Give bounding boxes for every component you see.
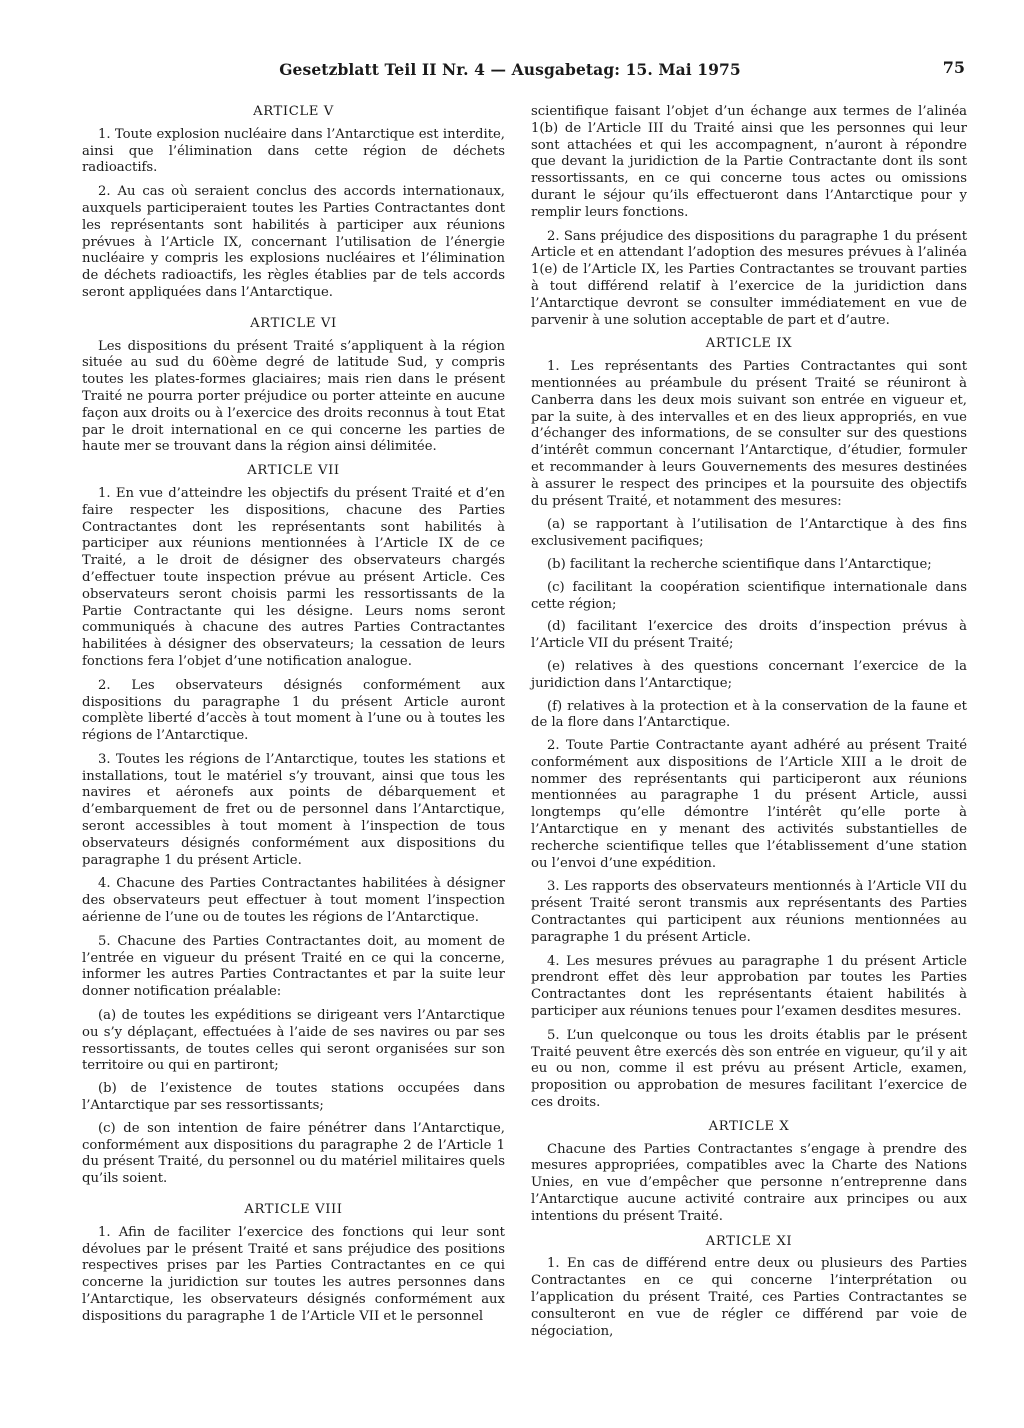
article-vii-item-c: (c) de son intention de faire pénétrer dans l’Antarctique, conformément aux dispositions du paragraphe 2 de l’Article 1 du présent Traité, du personnel ou du matériel militaires quels qu’ils soient.	[82, 1120, 505, 1187]
left-column	[82, 104, 505, 1333]
article-ix-item-b: (b) facilitant la recherche scientifique dans l’Antarctique;	[547, 556, 932, 572]
article-vi-heading: ARTICLE VI	[250, 315, 337, 331]
article-xi-heading: ARTICLE XI	[705, 1233, 793, 1249]
article-ix-item-f: (f) relatives à la protection et à la conservation de la faune et de la flore dans l’Antarctique.	[531, 698, 967, 731]
article-ix-item-e: (e) relatives à des questions concernant l’exercice de la juridiction dans l’Antarctique;	[531, 658, 967, 691]
article-v-paragraph-2: 2. Au cas où seraient conclus des accords internationaux, auxquels participeraient toutes les Parties Contractantes dont les représentants sont habilités à participer aux réunions prévues à l’Article IX, concernant l’utilisation de l’énergie nucléaire y compris les explosions nucléaires et l’élimination de déchets radioactifs, les règles établies par de tels accords seront appliquées dans l’Antarctique.	[82, 184, 505, 300]
article-ix-paragraph-2: 2. Toute Partie Contractante ayant adhéré au présent Traité conformément aux dispositions de l’Article XIII a le droit de nommer des représentants qui participeront aux réunions mentionnées au paragraphe 1 du présent Article, aussi longtemps qu’elle démontre l’intérêt qu’elle porte à l’Antarctique en y menant des activités substantielles de recherche scientifique telles que l’établissement d’une station ou l’envoi d’une expédition.	[531, 738, 967, 871]
article-vii-heading: ARTICLE VII	[247, 463, 340, 479]
article-vii-paragraph-1: 1. En vue d’atteindre les objectifs du présent Traité et d’en faire respecter les dispositions, chacune des Parties Contractantes dont les représentants sont habilités à participer aux réunions mentionnées à l’Article IX de ce Traité, a le droit de désigner des observateurs chargés d’effectuer toute inspection prévue au présent Article. Ces observateurs seront choisis parmi les ressortissants de la Partie Contractante qui les désigne. Leurs noms seront communiqués à chacune des autres Parties Contractantes habilitées à désigner des observateurs; la cessation de leurs fonctions fera l’objet d’une notification analogue.	[82, 485, 505, 669]
article-ix-heading: ARTICLE IX	[705, 336, 793, 352]
article-viii-paragraph-1-continued: scientifique faisant l’objet d’un échange aux termes de l’alinéa 1(b) de l’Article III du Traité ainsi que les personnes qui leur sont attachées et qui les accompagnent, n’auront à répondre que devant la juridiction de la Partie Contractante dont ils sont ressortissants, en ce qui concerne tous actes ou omissions durant le séjour qu’ils effectueront dans l’Antarctique pour y remplir leurs fonctions.	[531, 104, 967, 220]
article-viii-heading: ARTICLE VIII	[244, 1202, 343, 1218]
right-column	[531, 104, 967, 1347]
article-ix-paragraph-3: 3. Les rapports des observateurs mentionnés à l’Article VII du présent Traité seront transmis aux représentants des Parties Contractantes qui participent aux réunions mentionnées au paragraphe 1 du présent Article.	[531, 879, 967, 945]
article-ix-paragraph-5: 5. L’un quelconque ou tous les droits établis par le présent Traité peuvent être exercés dès son entrée en vigueur, qu’il y ait eu ou non, comme il est prévu au présent Article, examen, proposition ou approbation de mesures facilitant l’exercice de ces droits.	[531, 1027, 967, 1111]
article-ix-paragraph-1: 1. Les représentants des Parties Contractantes qui sont mentionnées au préambule du présent Traité se réuniront à Canberra dans les deux mois suivant son entrée en vigueur et, par la suite, à des intervalles et en des lieux appropriés, en vue d’échanger des informations, de se consulter sur des questions d’intérêt commun concernant l’Antarctique, d’étudier, formuler et recommander à leurs Gouvernements des mesures destinées à assurer le respect des principes et la poursuite des objectifs du présent Traité, et notamment des mesures:	[531, 359, 967, 509]
article-viii-paragraph-2: 2. Sans préjudice des dispositions du paragraphe 1 du présent Article et en attendant l’adoption des mesures prévues à l’alinéa 1(e) de l’Article IX, les Parties Contractantes se trouvant parties à tout différend relatif à l’exercice de la juridiction dans l’Antarctique devront se consulter immédiatement en vue de parvenir à une solution acceptable de part et d’autre.	[531, 228, 967, 328]
article-x-heading: ARTICLE X	[708, 1118, 790, 1134]
article-ix-item-a: (a) se rapportant à l’utilisation de l’Antarctique à des fins exclusivement pacifiques;	[531, 517, 967, 550]
article-viii-paragraph-1: 1. Afin de faciliter l’exercice des fonctions qui leur sont dévolues par le présent Traité et sans préjudice des positions respectives prises par les Parties Contractantes en ce qui concerne la juridiction sur toutes les autres personnes dans l’Antarctique, les observateurs désignés conformément aux dispositions du paragraphe 1 de l’Article VII et le personnel	[82, 1224, 505, 1324]
header-title: Gesetzblatt Teil II Nr. 4 — Ausgabetag: 15. Mai 1975	[279, 60, 741, 79]
article-v-heading: ARTICLE V	[253, 104, 334, 119]
page-number: 75	[942, 58, 965, 77]
article-vii-paragraph-2: 2. Les observateurs désignés conformément aux dispositions du paragraphe 1 du présent Article auront complète liberté d’accès à tout moment à l’une ou à toutes les régions de l’Antarctique.	[82, 677, 505, 744]
article-vii-paragraph-5: 5. Chacune des Parties Contractantes doit, au moment de l’entrée en vigueur du présent Traité en ce qui la concerne, informer les autres Parties Contractantes et par la suite leur donner notification préalable:	[82, 933, 505, 1000]
article-vii-item-a: (a) de toutes les expéditions se dirigeant vers l’Antarctique ou s’y déplaçant, effectuées à l’aide de ses navires ou par ses ressortissants, de toutes celles qui seront organisées sur son territoire ou qui en partiront;	[82, 1008, 505, 1074]
article-x-paragraph-1: Chacune des Parties Contractantes s’engage à prendre des mesures appropriées, compatibles avec la Charte des Nations Unies, en vue d’empêcher que personne n’entreprenne dans l’Antarctique aucune activité contraire aux principes ou aux intentions du présent Traité.	[531, 1141, 967, 1224]
article-ix-item-d: (d) facilitant l’exercice des droits d’inspection prévus à l’Article VII du présent Traité;	[531, 619, 967, 652]
article-vii-paragraph-4: 4. Chacune des Parties Contractantes habilitées à désigner des observateurs peut effectuer à tout moment l’inspection aérienne de l’une ou de toutes les régions de l’Antarctique.	[82, 876, 505, 926]
article-vi-paragraph-1: Les dispositions du présent Traité s’appliquent à la région située au sud du 60ème degré de latitude Sud, y compris toutes les plates-formes glaciaires; mais rien dans le présent Traité ne pourra porter préjudice ou porter atteinte en aucune façon aux droits ou à l’exercice des droits reconnus à tout Etat par le droit international en ce qui concerne les parties de haute mer se trouvant dans la région ainsi délimitée.	[82, 338, 505, 455]
article-vii-item-b: (b) de l’existence de toutes stations occupées dans l’Antarctique par ses ressortissants;	[82, 1081, 505, 1114]
article-xi-paragraph-1: 1. En cas de différend entre deux ou plusieurs des Parties Contractantes en ce qui concerne l’interprétation ou l’application du présent Traité, ces Parties Contractantes se consulteront en vue de régler ce différend par voie de négociation,	[531, 1256, 967, 1339]
article-vii-paragraph-3: 3. Toutes les régions de l’Antarctique, toutes les stations et installations, tout le matériel s’y trouvant, ainsi que tous les navires et aéronefs aux points de débarquement et d’embarquement de fret ou de personnel dans l’Antarctique, seront accessibles à tout moment à l’inspection de tous observateurs désignés conformément aux dispositions du paragraphe 1 du présent Article.	[82, 751, 505, 868]
article-ix-item-c: (c) facilitant la coopération scientifique internationale dans cette région;	[531, 579, 967, 612]
page-header	[55, 56, 965, 82]
article-ix-paragraph-4: 4. Les mesures prévues au paragraphe 1 du présent Article prendront effet dès leur approbation par toutes les Parties Contractantes dont les représentants étaient habilités à participer aux réunions tenues pour l’examen desdites mesures.	[531, 953, 967, 1020]
article-v-paragraph-1: 1. Toute explosion nucléaire dans l’Antarctique est interdite, ainsi que l’élimination dans cette région de déchets radioactifs.	[82, 126, 505, 176]
